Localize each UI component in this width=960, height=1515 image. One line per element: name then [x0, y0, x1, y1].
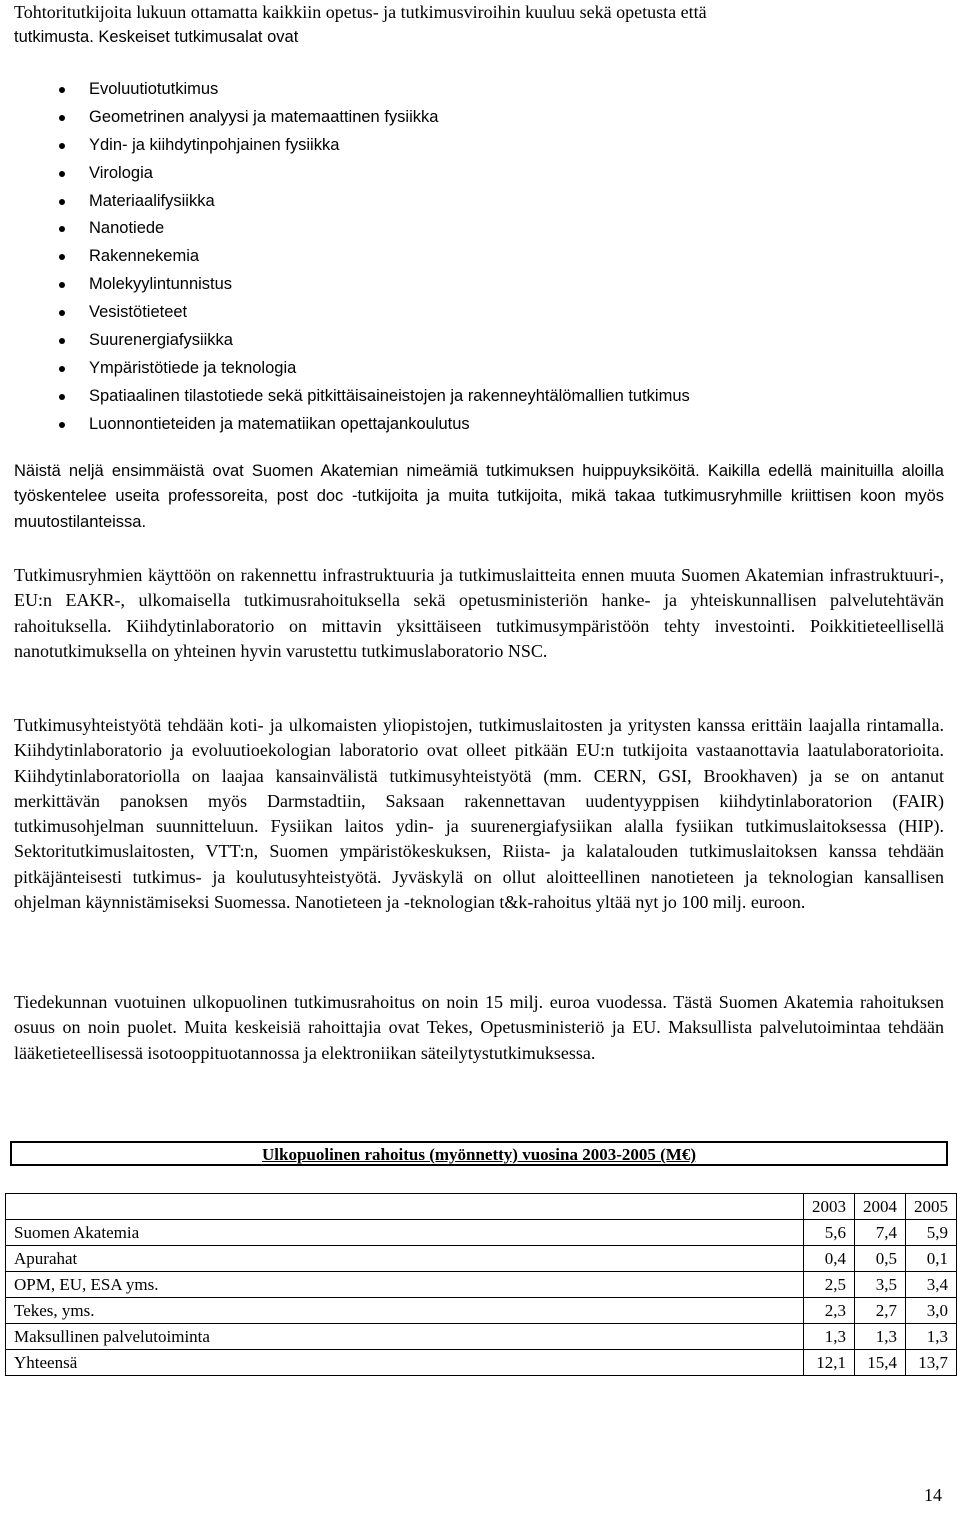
- bullet-icon: [59, 254, 65, 260]
- intro-line-1: Tohtoritutkijoita lukuun ottamatta kaikkiin opetus- ja tutkimusviroihin kuuluu sekä opetusta että: [14, 2, 707, 22]
- list-item: Evoluutiotutkimus: [0, 76, 690, 104]
- table-cell: 2,3: [804, 1298, 855, 1324]
- table-cell: 3,0: [906, 1298, 957, 1324]
- table-cell: 12,1: [804, 1350, 855, 1376]
- bullet-icon: [59, 171, 65, 177]
- table-row: [6, 1298, 957, 1324]
- table-cell: 2,5: [804, 1272, 855, 1298]
- table-cell: 3,5: [855, 1272, 906, 1298]
- row-label: OPM, EU, ESA yms.: [6, 1272, 804, 1298]
- row-label: Maksullinen palvelutoiminta: [6, 1324, 804, 1350]
- table-row: [6, 1246, 957, 1272]
- table-row: [6, 1272, 957, 1298]
- row-label: Yhteensä: [6, 1350, 804, 1376]
- bullet-icon: [59, 143, 65, 149]
- paragraph-cooperation: Tutkimusyhteistyötä tehdään koti- ja ulkomaisten yliopistojen, tutkimuslaitosten ja yritysten kanssa erittäin laajalla rintamalla. Kiihdytinlaboratorio ja evoluutioekologian laboratorio ovat olleet pitkään EU:n tutkijoita vastaanottavia laatulaboratorioita. Kiihdytinlaboratoriolla on laajaa kansainvälistä tutkimusyhteistyötä (mm. CERN, GSI, Brookhaven) ja se on antanut merkittävän panoksen myös Darmstadtiin, Saksaan rakennettavan uudentyyppisen kiihdytinlaboratorion (FAIR) tutkimusohjelman suunnitteluun. Fysiikan laitos ydin- ja suurenergiafysiikan alalla fysiikan tutkimuslaitoksessa (HIP). Sektoritutkimuslaitosten, VTT:n, Suomen ympäristökeskuksen, Riista- ja kalatalouden tutkimuslaitoksen kanssa tehdään pitkäjänteisesti tutkimus- ja koulutusyhteistyötä. Jyväskylä on ollut aloitteellinen nanotieteen ja teknologian kansallisen ohjelman käynnistämiseksi Suomessa. Nanotieteen ja -teknologian t&k-rahoitus yltää nyt jo 100 milj. euroon.: [14, 715, 944, 913]
- table-cell: 3,4: [906, 1272, 957, 1298]
- year-header: 2003: [804, 1194, 855, 1220]
- table-cell: 5,6: [804, 1220, 855, 1246]
- table-cell: 7,4: [855, 1220, 906, 1246]
- table-cell: 0,1: [906, 1246, 957, 1272]
- table-header-row: [6, 1194, 957, 1220]
- bullet-icon: [59, 366, 65, 372]
- bullet-icon: [59, 338, 65, 344]
- list-item: Geometrinen analyysi ja matemaattinen fysiikka: [0, 104, 690, 132]
- funding-table-title: Ulkopuolinen rahoitus (myönnetty) vuosina 2003-2005 (M€): [10, 1141, 948, 1166]
- paragraph-centers-of-excellence: Näistä neljä ensimmäistä ovat Suomen Akatemian nimeämiä tutkimuksen huippuyksiköitä. Kaikilla edellä mainituilla aloilla työskentelee useita professoreita, post doc -tutkijoita ja muita tutkijoita, mikä takaa tutkimusryhmille kriittisen koon myös muutostilanteissa.: [14, 462, 944, 531]
- list-item: Suurenergiafysiikka: [0, 327, 690, 355]
- row-label: Suomen Akatemia: [6, 1220, 804, 1246]
- research-areas-list: [0, 76, 690, 439]
- bullet-icon: [59, 115, 65, 121]
- list-item: Luonnontieteiden ja matematiikan opettajankoulutus: [0, 411, 690, 439]
- bullet-icon: [59, 422, 65, 428]
- table-cell: 1,3: [855, 1324, 906, 1350]
- row-label: Tekes, yms.: [6, 1298, 804, 1324]
- bullet-icon: [59, 394, 65, 400]
- header-empty-cell: [6, 1194, 804, 1220]
- paragraph-external-funding: Tiedekunnan vuotuinen ulkopuolinen tutkimusrahoitus on noin 15 milj. euroa vuodessa. Tästä Suomen Akatemia rahoituksen osuus on noin puolet. Muita keskeisiä rahoittajia ovat Tekes, Opetusministeriö ja EU. Maksullista palvelutoimintaa tehdään lääketieteellisessä isotooppituotannossa ja elektroniikan säteilytystutkimuksessa.: [14, 992, 944, 1063]
- paragraph-infrastructure: Tutkimusryhmien käyttöön on rakennettu infrastruktuuria ja tutkimuslaitteita ennen muuta Suomen Akatemian infrastruktuuri-, EU:n EAKR-, ulkomaisella tutkimusrahoituksella sekä opetusministeriön hanke- ja yhteiskunnallisen palvelutehtävän rahoituksella. Kiihdytinlaboratorio on mittavin yksittäiseen tutkimusympäristöön tehty investointi. Poikkitieteellisellä nanotutkimuksella on yhteinen hyvin varustettu tutkimuslaboratorio NSC.: [14, 565, 944, 661]
- list-item: Molekyylintunnistus: [0, 271, 690, 299]
- list-item: Spatiaalinen tilastotiede sekä pitkittäisaineistojen ja rakenneyhtälömallien tutkimus: [0, 383, 690, 411]
- table-row: [6, 1220, 957, 1246]
- bullet-icon: [59, 282, 65, 288]
- table-cell: 1,3: [804, 1324, 855, 1350]
- list-item: Rakennekemia: [0, 243, 690, 271]
- funding-table: [5, 1193, 957, 1376]
- list-item: Vesistötieteet: [0, 299, 690, 327]
- bullet-icon: [59, 310, 65, 316]
- page-number: 14: [924, 1485, 942, 1505]
- list-item: Ydin- ja kiihdytinpohjainen fysiikka: [0, 132, 690, 160]
- table-cell: 13,7: [906, 1350, 957, 1376]
- list-item: Virologia: [0, 160, 690, 188]
- table-cell: 5,9: [906, 1220, 957, 1246]
- intro-line-2: tutkimusta. Keskeiset tutkimusalat ovat: [14, 28, 299, 47]
- list-item: Materiaalifysiikka: [0, 188, 690, 216]
- table-cell: 1,3: [906, 1324, 957, 1350]
- list-item: Ympäristötiede ja teknologia: [0, 355, 690, 383]
- intro-paragraph: [14, 0, 944, 51]
- table-cell: 2,7: [855, 1298, 906, 1324]
- bullet-icon: [59, 226, 65, 232]
- bullet-icon: [59, 199, 65, 205]
- table-cell: 0,4: [804, 1246, 855, 1272]
- table-row: [6, 1350, 957, 1376]
- year-header: 2004: [855, 1194, 906, 1220]
- list-item: Nanotiede: [0, 215, 690, 243]
- year-header: 2005: [906, 1194, 957, 1220]
- table-row: [6, 1324, 957, 1350]
- bullet-icon: [59, 87, 65, 93]
- table-cell: 0,5: [855, 1246, 906, 1272]
- row-label: Apurahat: [6, 1246, 804, 1272]
- table-cell: 15,4: [855, 1350, 906, 1376]
